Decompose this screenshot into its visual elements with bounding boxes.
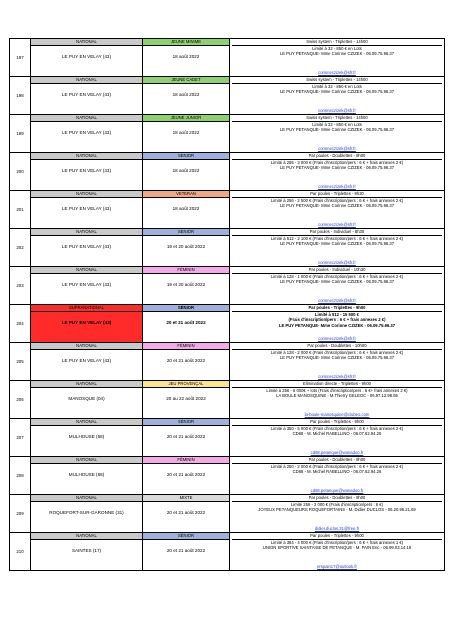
details-cell bbox=[230, 343, 445, 381]
table-row bbox=[10, 191, 445, 229]
details-line: CD68 - M. Michel RABELLINO - 06.07.62.94.26 bbox=[292, 469, 382, 475]
location-block bbox=[31, 77, 142, 114]
details-cell bbox=[230, 533, 445, 571]
level-label: NATIONAL bbox=[31, 419, 142, 426]
table-row bbox=[10, 495, 445, 533]
row-number: 199 bbox=[10, 115, 31, 153]
row-number: 205 bbox=[10, 343, 31, 381]
level-label: SUPRANATIONAL bbox=[31, 305, 142, 312]
date-text: 20 et 21 août 2022 bbox=[166, 320, 206, 325]
date-block bbox=[143, 419, 229, 456]
details-line: Par poules - Triplettes - 9h00 bbox=[232, 419, 442, 426]
details-line: Par poules - Doublettes - 9h00 bbox=[232, 153, 442, 160]
date-text: 18 août 2022 bbox=[172, 130, 200, 135]
level-label: NATIONAL bbox=[31, 39, 142, 46]
date-text: 20 au 22 août 2022 bbox=[166, 396, 206, 401]
table-row bbox=[10, 533, 445, 571]
details-cell bbox=[230, 305, 445, 343]
contact-email-link[interactable]: corinneczizek@sfr.fr bbox=[318, 70, 356, 75]
location-cell bbox=[31, 77, 143, 115]
date-block bbox=[143, 457, 229, 494]
details-line: Par poules - Individuel - 8h30 bbox=[232, 229, 442, 236]
details-line: Swiss system - Triplettes - 14h00 bbox=[232, 115, 442, 122]
level-label: NATIONAL bbox=[31, 191, 142, 198]
date-text: 20 et 21 août 2022 bbox=[166, 434, 206, 439]
details-block bbox=[230, 229, 444, 266]
date-block bbox=[143, 343, 229, 380]
details-cell bbox=[230, 39, 445, 77]
row-number: 207 bbox=[10, 419, 31, 457]
location-text: LE PUY EN VELAY (43) bbox=[61, 206, 112, 211]
details-line: Limité à 256 - 6 000€ + lots (Frais d'inscription/pers : 6 €+ frais annexes 2 €) bbox=[266, 387, 408, 393]
level-label: NATIONAL bbox=[31, 343, 142, 350]
date-text: 19 et 20 août 2022 bbox=[166, 282, 206, 287]
details-line: Limité à 250 - 2 000 € (Frais d'inscription/pers : 6 € + frais annexes 2 €) bbox=[270, 463, 404, 469]
location-cell bbox=[31, 381, 143, 419]
row-number: 206 bbox=[10, 381, 31, 419]
location-cell bbox=[31, 39, 143, 77]
location-block bbox=[31, 267, 142, 304]
date-text: 18 août 2022 bbox=[172, 54, 200, 59]
details-line: Limité à 512 - 15 500 € bbox=[315, 311, 359, 317]
location-block bbox=[31, 495, 142, 532]
date-cell bbox=[143, 533, 230, 571]
location-block bbox=[31, 191, 142, 228]
date-block bbox=[143, 229, 229, 266]
row-number: 197 bbox=[10, 39, 31, 77]
level-label: NATIONAL bbox=[31, 495, 142, 502]
level-label: NATIONAL bbox=[31, 229, 142, 236]
details-cell bbox=[230, 77, 445, 115]
details-line: Par poules - Individuel - 10h30 bbox=[232, 267, 442, 274]
date-cell bbox=[143, 115, 230, 153]
contact-email-link[interactable]: corinneczizek@sfr.fr bbox=[318, 222, 356, 227]
details-cell bbox=[230, 153, 445, 191]
details-block bbox=[230, 77, 444, 114]
details-line: Par poules - Doublettes - 10h00 bbox=[232, 343, 442, 350]
contact-email-link[interactable]: corinneczizek@sfr.fr bbox=[318, 146, 356, 151]
date-block bbox=[143, 191, 229, 228]
category-label: FÉMININ bbox=[143, 267, 229, 274]
details-line: JOYEUX PETANQUEURS ROQUEFORTAINS - M. Didier DUCLOS - 06.20.96.21.69 bbox=[258, 507, 416, 513]
date-cell bbox=[143, 229, 230, 267]
location-cell bbox=[31, 305, 143, 343]
location-block bbox=[31, 115, 142, 152]
location-text: LE PUY EN VELAY (43) bbox=[61, 282, 112, 287]
location-cell bbox=[31, 495, 143, 533]
date-cell bbox=[143, 77, 230, 115]
details-cell bbox=[230, 457, 445, 495]
details-line: Limité à 350 - 5 000 € (Frais d'inscription/pers : 6 € + frais annexes 2 €) bbox=[270, 425, 404, 431]
contact-email-link[interactable]: corinneczizek@sfr.fr bbox=[318, 184, 356, 189]
contact-email-link[interactable]: corinneczizek@sfr.fr bbox=[318, 374, 356, 379]
details-line: LE PUY PETANQUE- Mme Corinne CZIZEK - 06.09.75.96.37 bbox=[279, 51, 395, 57]
details-line: Limité à 32 - 850 € en Lots bbox=[312, 45, 362, 51]
category-label: JEU PROVENÇAL bbox=[143, 381, 229, 388]
row-number: 198 bbox=[10, 77, 31, 115]
table-row bbox=[10, 343, 445, 381]
table-row bbox=[10, 305, 445, 343]
level-label: NATIONAL bbox=[31, 533, 142, 540]
details-cell bbox=[230, 229, 445, 267]
details-line: Limité 256 - 2 000 € (Frais d'inscription/pers : 6 €) bbox=[290, 501, 384, 507]
location-cell bbox=[31, 533, 143, 571]
table-row bbox=[10, 77, 445, 115]
details-line: Limité à 32 - 850 € en Lots bbox=[312, 83, 362, 89]
contact-email-link[interactable]: corinneczizek@sfr.fr bbox=[318, 336, 356, 341]
row-number: 203 bbox=[10, 267, 31, 305]
location-block bbox=[31, 229, 142, 266]
table-row bbox=[10, 419, 445, 457]
location-cell bbox=[31, 419, 143, 457]
details-line: LE PUY PETANQUE- Mme Corinne CZIZEK - 06.09.75.96.37 bbox=[278, 322, 396, 328]
level-label: NATIONAL bbox=[31, 457, 142, 464]
location-block bbox=[31, 381, 142, 418]
level-label: NATIONAL bbox=[31, 153, 142, 160]
details-cell bbox=[230, 381, 445, 419]
details-cell bbox=[230, 419, 445, 457]
date-cell bbox=[143, 267, 230, 305]
details-line: LE PUY PETANQUE- Mme Corinne CZIZEK - 06.09.75.96.37 bbox=[279, 89, 395, 95]
date-cell bbox=[143, 39, 230, 77]
date-text: 20 et 21 août 2022 bbox=[166, 358, 206, 363]
date-text: 20 et 21 août 2022 bbox=[166, 472, 206, 477]
location-text: LE PUY EN VELAY (43) bbox=[61, 358, 112, 363]
location-block bbox=[31, 533, 142, 570]
location-block bbox=[31, 305, 142, 342]
date-block bbox=[143, 267, 229, 304]
date-block bbox=[143, 495, 229, 532]
details-cell bbox=[230, 267, 445, 305]
date-cell bbox=[143, 153, 230, 191]
location-text: LE PUY EN VELAY (43) bbox=[61, 320, 112, 325]
details-line: LE PUY PETANQUE- Mme Corinne CZIZEK - 06.09.75.96.37 bbox=[279, 127, 395, 133]
row-number: 209 bbox=[10, 495, 31, 533]
location-cell bbox=[31, 191, 143, 229]
date-text: 18 août 2022 bbox=[172, 206, 200, 211]
details-line: Swiss system - Triplettes - 14h00 bbox=[232, 39, 442, 46]
category-label: SÉNIOR bbox=[143, 533, 229, 540]
location-cell bbox=[31, 115, 143, 153]
details-line: LE PUY PETANQUE- Mme Corinne CZIZEK - 06.09.75.96.37 bbox=[279, 165, 395, 171]
level-label: NATIONAL bbox=[31, 381, 142, 388]
location-text: LE PUY EN VELAY (43) bbox=[61, 92, 112, 97]
details-line: Par poules - Triplettes - 9h00 bbox=[232, 305, 442, 312]
location-text: LE PUY EN VELAY (43) bbox=[61, 130, 112, 135]
row-number: 208 bbox=[10, 457, 31, 495]
details-line: LE PUY PETANQUE- Mme Corinne CZIZEK - 06.09.75.96.37 bbox=[279, 241, 395, 247]
location-block bbox=[31, 343, 142, 380]
contact-email-link[interactable]: corinneczizek@sfr.fr bbox=[318, 108, 356, 113]
date-block bbox=[143, 533, 229, 570]
contact-email-link[interactable]: cd68.petanque@wanadoo.fr bbox=[310, 450, 364, 455]
location-cell bbox=[31, 267, 143, 305]
category-label: MIXTE bbox=[143, 495, 229, 502]
details-line: (Frais d'inscription/pers : 6 € + frais annexes 2 €) bbox=[288, 317, 386, 323]
details-cell bbox=[230, 115, 445, 153]
category-label: SENIOR bbox=[143, 229, 229, 236]
row-number: 201 bbox=[10, 191, 31, 229]
date-block bbox=[143, 305, 229, 342]
contact-email-link[interactable]: corinneczizek@sfr.fr bbox=[318, 260, 356, 265]
location-text: LE PUY EN VELAY (43) bbox=[61, 168, 112, 173]
table-row bbox=[10, 381, 445, 419]
details-block bbox=[230, 533, 444, 570]
details-line: LA BOULE MANOSQUINE - M.Thierry GELEOC - 06.97.12.98.65 bbox=[276, 393, 398, 399]
location-text: LE PUY EN VELAY (43) bbox=[61, 244, 112, 249]
details-block bbox=[230, 39, 444, 76]
details-block bbox=[230, 153, 444, 190]
location-block bbox=[31, 457, 142, 494]
details-line: Par poules - Triplettes - 9h00 bbox=[232, 533, 442, 540]
details-block bbox=[230, 381, 444, 418]
row-number: 200 bbox=[10, 153, 31, 191]
level-label: NATIONAL bbox=[31, 115, 142, 122]
level-label: NATIONAL bbox=[31, 77, 142, 84]
location-cell bbox=[31, 343, 143, 381]
table-row bbox=[10, 229, 445, 267]
category-label: JEUNE MINIME bbox=[143, 39, 229, 46]
details-block bbox=[230, 343, 444, 380]
details-block bbox=[230, 457, 444, 494]
category-label: SÉNIOR bbox=[143, 419, 229, 426]
location-text: ROQUEFORT-SUR-GARONNE (31) bbox=[49, 510, 124, 515]
date-block bbox=[143, 77, 229, 114]
category-label: SÉNIOR bbox=[143, 305, 229, 312]
details-line: Limité à 128 - 2 000 € (Frais d'inscription/pers : 6 € + frais annexes 2 €) bbox=[270, 349, 404, 355]
category-label: FÉMININ bbox=[143, 457, 229, 464]
category-label: JEUNE JUNIOR bbox=[143, 115, 229, 122]
date-block bbox=[143, 381, 229, 418]
date-cell bbox=[143, 419, 230, 457]
category-label: VETERAN bbox=[143, 191, 229, 198]
location-text: MULHOUSE (68) bbox=[68, 434, 105, 439]
date-text: 18 août 2022 bbox=[172, 92, 200, 97]
details-line: Par poules - Triplettes - 8h30 bbox=[232, 191, 442, 198]
details-line: UNION SPORTIVE SAINTAISE DE PETANQUE - M. PAIN Eric - 06.99.03.14.18 bbox=[262, 545, 412, 551]
details-block bbox=[230, 305, 444, 342]
date-text: 19 et 20 août 2022 bbox=[166, 244, 206, 249]
details-line: Par poules - Doublettes - 9h00 bbox=[232, 457, 442, 464]
row-number: 202 bbox=[10, 229, 31, 267]
details-line: LE PUY PETANQUE- Mme Corinne CZIZEK - 06.09.75.96.37 bbox=[279, 203, 395, 209]
date-cell bbox=[143, 457, 230, 495]
date-cell bbox=[143, 381, 230, 419]
row-number: 204 bbox=[10, 305, 31, 343]
location-text: LE PUY EN VELAY (43) bbox=[61, 54, 112, 59]
category-label: JEUNE CADET bbox=[143, 77, 229, 84]
location-text: SAINTES (17) bbox=[71, 548, 102, 553]
location-block bbox=[31, 419, 142, 456]
details-line: Limité à 512 - 2 100 € (Frais d'inscription/pers : 6 € + frais annexes 2 €) bbox=[270, 235, 404, 241]
date-cell bbox=[143, 343, 230, 381]
level-label: NATIONAL bbox=[31, 267, 142, 274]
location-cell bbox=[31, 153, 143, 191]
contact-email-link[interactable]: la-boule-manosquine@clubeo.com bbox=[304, 412, 370, 417]
details-block bbox=[230, 419, 444, 456]
details-line: Limité à 256 - 2 500 € (Frais d'inscription/pers : 6 € + frais annexes 2 €) bbox=[270, 197, 404, 203]
contact-email-link[interactable]: cd68.petanque@wanadoo.fr bbox=[310, 488, 364, 493]
date-block bbox=[143, 153, 229, 190]
date-block bbox=[143, 115, 229, 152]
row-number: 210 bbox=[10, 533, 31, 571]
details-line: Limité à 128 - 1 000 € (Frais d'inscription/pers : 6 € + frais annexes 2 €) bbox=[270, 273, 404, 279]
details-line: LE PUY PETANQUE- Mme Corinne CZIZEK - 06.09.75.96.37 bbox=[279, 355, 395, 361]
details-block bbox=[230, 191, 444, 228]
category-label: FÉMININ bbox=[143, 343, 229, 350]
contact-email-link[interactable]: didier.duclos.31@free.fr bbox=[314, 526, 360, 531]
table-row bbox=[10, 457, 445, 495]
details-line: Limité à 256 - 3 000 € (Frais d'inscription/pers : 6 € + frais annexes 2 €) bbox=[270, 159, 404, 165]
table-row bbox=[10, 115, 445, 153]
contact-email-link[interactable]: corinneczizek@sfr.fr bbox=[318, 298, 356, 303]
date-text: 20 et 21 août 2022 bbox=[166, 548, 206, 553]
location-block bbox=[31, 153, 142, 190]
category-label: SENIOR bbox=[143, 153, 229, 160]
details-line: Elimination directe - Triplettes - 9h00 bbox=[232, 381, 442, 388]
details-line: LE PUY PETANQUE- Mme Corinne CZIZEK - 06.09.75.96.37 bbox=[279, 279, 395, 285]
date-cell bbox=[143, 305, 230, 343]
date-cell bbox=[143, 495, 230, 533]
details-line: Limité à 32 - 850 € en Lots bbox=[312, 121, 362, 127]
location-text: MANOSQUE (04) bbox=[68, 396, 105, 401]
table-row bbox=[10, 267, 445, 305]
details-cell bbox=[230, 495, 445, 533]
table-row bbox=[10, 153, 445, 191]
details-block bbox=[230, 267, 444, 304]
details-line: Limité à 384 - 4 000 € (Frais d'inscription/pers : 6 € + frais annexes 1 €) bbox=[270, 539, 404, 545]
competition-table bbox=[9, 38, 445, 571]
details-cell bbox=[230, 191, 445, 229]
details-line: Swiss system - Triplettes - 14h00 bbox=[232, 77, 442, 84]
table-row bbox=[10, 39, 445, 77]
location-text: MULHOUSE (68) bbox=[68, 472, 105, 477]
details-line: Par poules - Doublettes - 9h00 bbox=[232, 495, 442, 502]
date-text: 18 août 2022 bbox=[172, 168, 200, 173]
date-text: 20 et 21 août 2022 bbox=[166, 510, 206, 515]
contact-email-link[interactable]: erspain17@outlook.fr bbox=[317, 564, 357, 569]
date-cell bbox=[143, 191, 230, 229]
details-line: CD68 - M. Michel RABELLINO - 06.07.62.94.26 bbox=[292, 431, 382, 437]
date-block bbox=[143, 39, 229, 76]
location-cell bbox=[31, 229, 143, 267]
details-block bbox=[230, 495, 444, 532]
location-cell bbox=[31, 457, 143, 495]
table-body bbox=[10, 39, 445, 571]
details-block bbox=[230, 115, 444, 152]
location-block bbox=[31, 39, 142, 76]
